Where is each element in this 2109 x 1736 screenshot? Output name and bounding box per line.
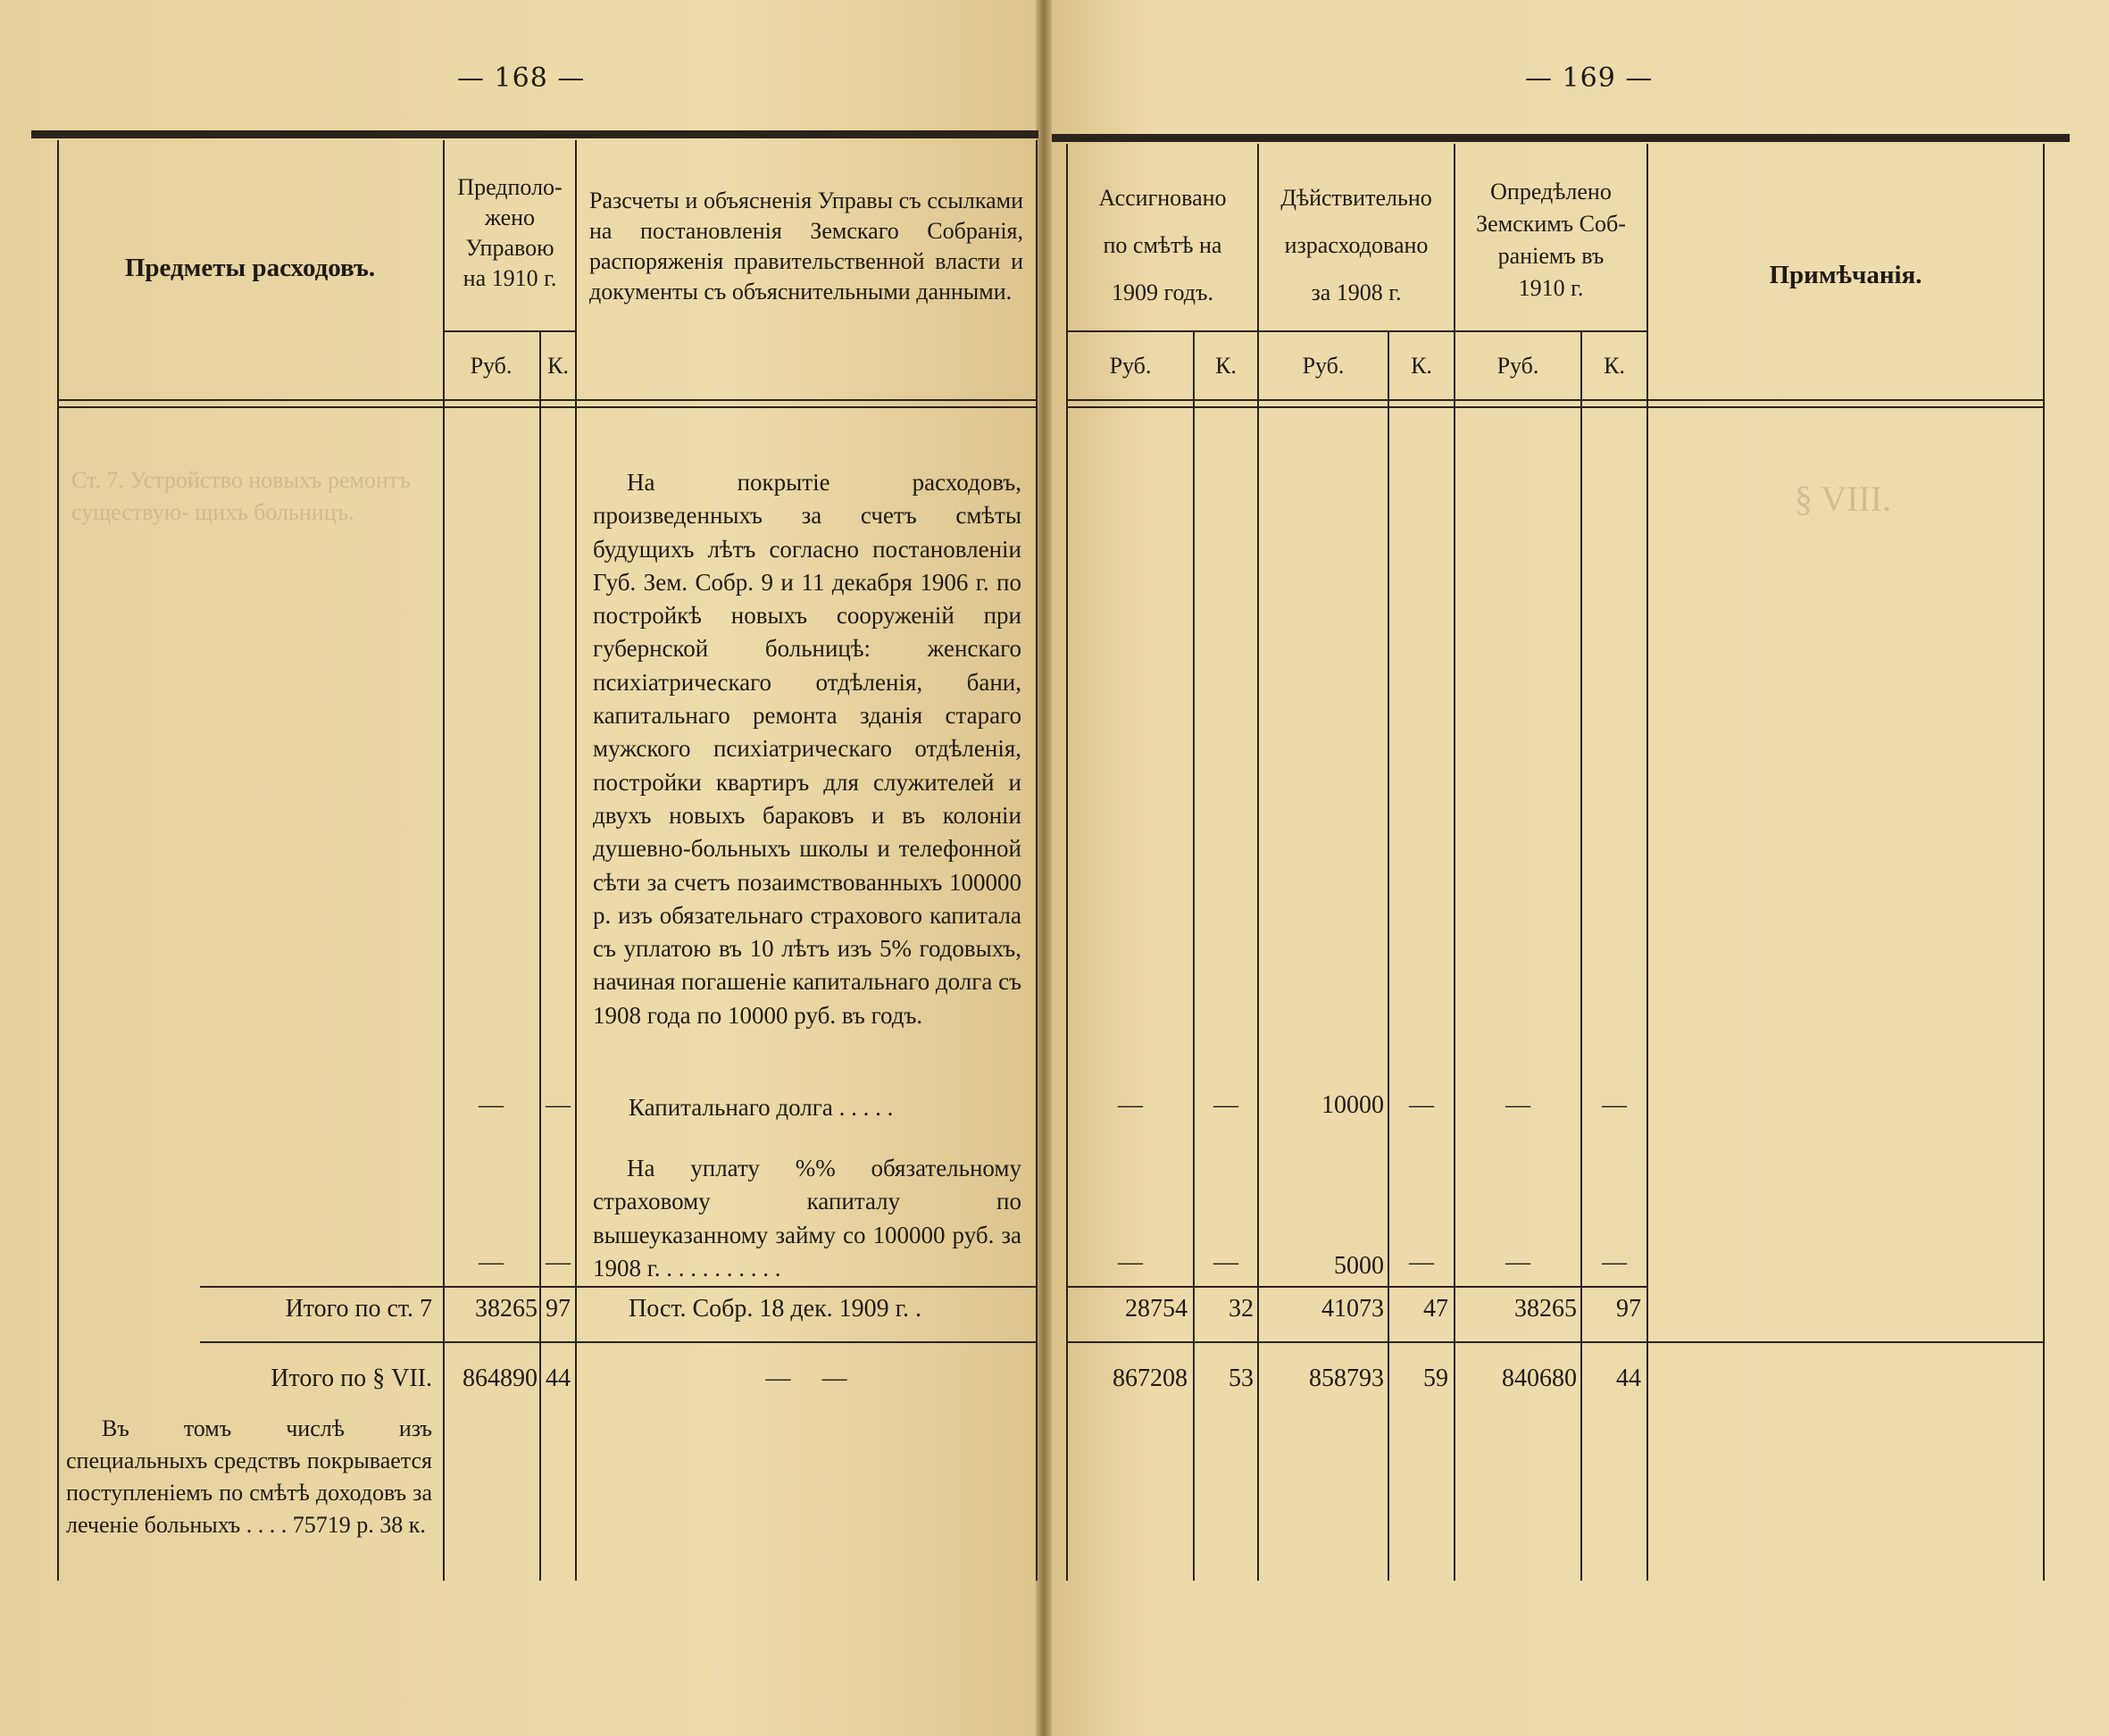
header-proposed: Предполо- жено Управою на 1910 г. — [457, 174, 563, 291]
cell-proposed-kop: 97 — [546, 1295, 571, 1323]
cell-dash: — — [1213, 1248, 1238, 1276]
cell-det-rub: 38265 — [1514, 1295, 1577, 1323]
cell-dash: — — [1213, 1091, 1238, 1119]
row-total-st7-label: Итого по ст. 7 — [285, 1295, 432, 1323]
explanation-text: На покрытіе расходовъ, произведенныхъ за счетъ смѣты будущихъ лѣтъ согласно постановленіи Губ. Зем. Собр. 9 и 11 декабря 1906 г. по постройкѣ новыхъ сооруженій при губернской больницѣ: женскаго психіатрическаго отдѣленія, бани, капитальнаго ремонта зданія стараго мужского психіатрическаго отдѣленія, постройки квартиръ для служителей и двухъ новыхъ бараковъ и въ колоніи душевно-больныхъ школы и телефонной сѣти за счетъ позаимствованныхъ 100000 р. изъ обязательнаго страхового капитала съ уплатою въ 10 лѣтъ изъ 5% годовыхъ, начиная погашеніе капитальнаго долга съ 1908 года по 10000 руб. въ годъ. — [593, 469, 1022, 1029]
cell-dash: — — [1118, 1091, 1143, 1119]
header-rub: Руб. — [1302, 353, 1345, 379]
header-kop: К. — [547, 353, 569, 379]
cell-spent-interest: 5000 — [1334, 1252, 1384, 1280]
header-notes: Примѣчанія. — [1769, 261, 1922, 289]
header-assigned: Ассигновано по смѣтѣ на 1909 годъ. — [1098, 185, 1227, 305]
book-gutter — [1036, 0, 1052, 1736]
cell-det-kop: 44 — [1616, 1365, 1641, 1392]
top-rule — [31, 130, 1038, 138]
header-items: Предметы расходовъ. — [124, 254, 376, 282]
cell-dash: — — [1409, 1091, 1434, 1119]
row-total-s7-label: Итого по § VII. — [271, 1365, 432, 1392]
cell-explanation: Пост. Собр. 18 дек. 1909 г. . — [629, 1295, 922, 1323]
cell-proposed-rub: 38265 — [475, 1295, 538, 1323]
cell-det-kop: 97 — [1616, 1295, 1641, 1323]
cell-dash: — — [546, 1248, 571, 1276]
cell-explanation: — — — [765, 1365, 847, 1392]
cell-det-rub: 840680 — [1502, 1365, 1577, 1392]
cell-proposed-rub: 864890 — [463, 1365, 538, 1392]
special-funds-note: Въ томъ числѣ изъ специальныхъ средствъ покрывается поступленіемъ по смѣтѣ доходовъ за леченіе больныхъ . . . . 75719 р. 38 к. — [66, 1415, 432, 1538]
header-kop: К. — [1604, 353, 1625, 379]
header-determined: Опредѣлено Земскимъ Соб- раніемъ въ 1910 г. — [1476, 179, 1626, 301]
cell-dash: — — [1602, 1091, 1627, 1119]
cell-spent-rub: 858793 — [1309, 1365, 1384, 1392]
header-rub: Руб. — [1496, 353, 1539, 379]
cell-assigned-kop: 53 — [1229, 1365, 1254, 1392]
cell-assigned-rub: 867208 — [1113, 1365, 1188, 1392]
header-kop: К. — [1411, 353, 1432, 379]
cell-spent-capital: 10000 — [1321, 1091, 1384, 1119]
bleed-through: Ст. 7. Устройство новыхъ ремонтъ существую- щихъ больницъ. — [71, 467, 411, 525]
cell-spent-kop: 59 — [1423, 1365, 1448, 1392]
row-capital-label: Капитальнаго долга . . . . . — [629, 1094, 894, 1121]
cell-spent-kop: 47 — [1423, 1295, 1448, 1323]
cell-dash: — — [1118, 1248, 1143, 1276]
cell-assigned-kop: 32 — [1229, 1295, 1254, 1323]
header-spent: Дѣйствительно израсходовано за 1908 г. — [1280, 185, 1432, 305]
header-rub: Руб. — [470, 353, 513, 379]
header-kop: К. — [1215, 353, 1237, 379]
cell-dash: — — [1505, 1091, 1530, 1119]
left-page-number: — 168 — — [457, 63, 586, 94]
bleed-through: § VIII. — [1795, 479, 1892, 519]
cell-dash: — — [479, 1091, 504, 1119]
cell-proposed-kop: 44 — [546, 1365, 571, 1392]
right-page-number: — 169 — — [1525, 63, 1654, 94]
cell-dash: — — [1409, 1248, 1434, 1276]
top-rule — [1052, 134, 2070, 142]
cell-dash: — — [479, 1248, 504, 1276]
cell-spent-rub: 41073 — [1321, 1295, 1384, 1323]
cell-dash: — — [1505, 1248, 1530, 1276]
row-interest-label: На уплату %% обязательному страховому капиталу по вышеуказанному займу со 100000 руб. за 1908 г. . . . . . . . . . . — [593, 1155, 1021, 1281]
cell-dash: — — [546, 1091, 571, 1119]
cell-assigned-rub: 28754 — [1125, 1295, 1188, 1323]
header-explanations: Разсчеты и объясненія Управы съ ссылками на постановленія Земскаго Собранія, распоряженія правительственной власти и документы съ объяснительными данными. — [589, 188, 1023, 305]
header-rub: Руб. — [1109, 353, 1152, 379]
cell-dash: — — [1602, 1248, 1627, 1276]
